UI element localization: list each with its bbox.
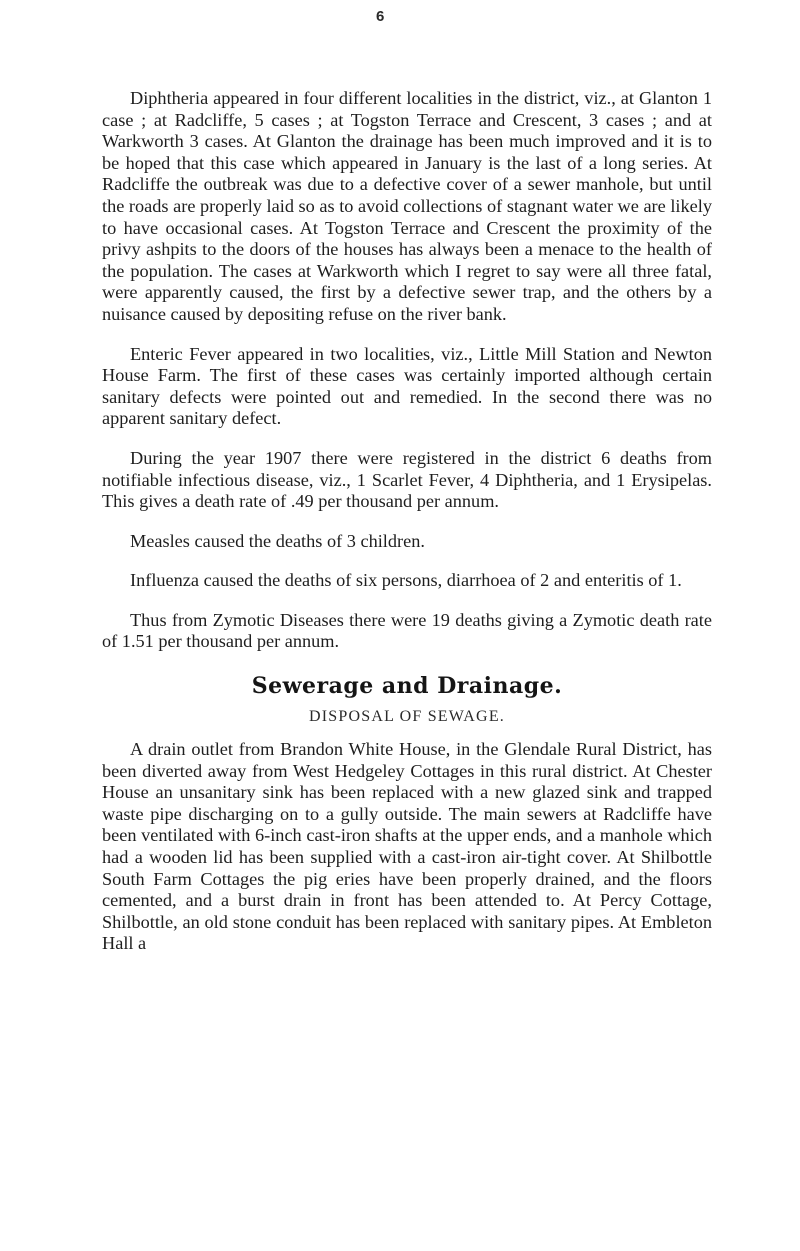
document-body [102,88,712,955]
section-subheading: DISPOSAL OF SEWAGE. [308,708,505,726]
paragraph-influenza: Influenza caused the deaths of six persons, diarrhoea of 2 and enteritis of 1. [130,570,682,591]
paragraph-diphtheria: Diphtheria appeared in four different localities in the district, viz., at Glanton 1 case ; at Radcliffe, 5 cases ; at Togston Terrace and Crescent, 3 cases ; and at Warkworth 3 cases. At Glanton the drainage has been much improved and it is to be hoped that this case which appeared in January is the last of a long series. At Radcliffe the outbreak was due to a defective cover of a sewer manhole, but until the roads are properly laid so as to avoid collections of stagnant water we are likely to have occasional cases. At Togston Terrace and Crescent the proximity of the privy ashpits to the doors of the houses has always been a menace to the health of the population. The cases at Warkworth which I regret to say were all three fatal, were apparently caused, the first by a defective sewer trap, and the others by a nuisance caused by depositing refuse on the river bank. [102,88,712,324]
paragraph-enteric-fever: Enteric Fever appeared in two localities, viz., Little Mill Station and Newton House Farm. The first of these cases was certainly imported although certain sanitary defects were pointed out and remedied. In the second there was no apparent sanitary defect. [102,343,712,429]
paragraph-sewage-disposal: A drain outlet from Brandon White House, in the Glendale Rural District, has been diverted away from West Hedgeley Cottages in this rural district. At Chester House an unsanitary sink has been replaced with a new glazed sink and trapped waste pipe discharging on to a gully outside. The main sewers at Radcliffe have been ventilated with 6-inch cast-iron shafts at the upper ends, and a manhole which had a wooden lid has been supplied with a cast-iron air-tight cover. At Shilbottle South Farm Cottages the pig eries have been properly drained, and the floors cemented, and a burst drain in front has been attended to. At Percy Cottage, Shilbottle, an old stone conduit has been replaced with sanitary pipes. At Embleton Hall a [102,739,712,954]
page-number: 6 [376,8,385,25]
paragraph-zymotic: Thus from Zymotic Diseases there were 19 deaths giving a Zymotic death rate of 1.51 per thousand per annum. [102,609,712,652]
section-heading: Sewerage and Drainage. [251,673,563,700]
paragraph-measles: Measles caused the deaths of 3 children. [130,530,425,551]
paragraph-notifiable-deaths: During the year 1907 there were registered in the district 6 deaths from notifiable infectious disease, viz., 1 Scarlet Fever, 4 Diphtheria, and 1 Erysipelas. This gives a death rate of .49 per thousand per annum. [102,447,712,512]
